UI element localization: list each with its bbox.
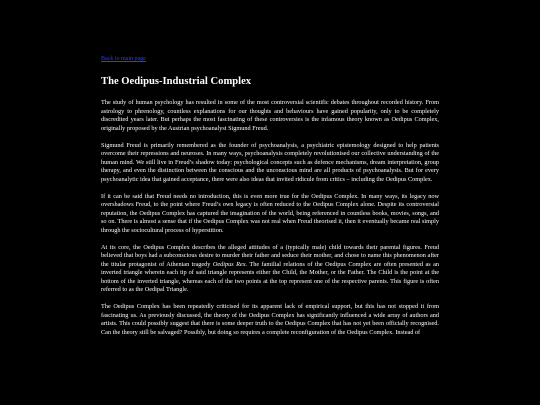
paragraph-freud: Sigmund Freud is primarily remembered as the founder of psychoanalysis, a psychiatric epistemology designed to help patients overcome their repressions and neuroses. In many ways, psychoanalysis completely revolutionised our collective understanding of the human mind. We still live in Freud’s shadow today: psychological concepts such as defence mechanisms, dream interpretation, group therapy, and even the distinction between the conscious and the unconscious mind are all products of psychoanalysis. But for every psychoanalytic idea that gained acceptance, there were also ideas that invited ridicule from critics – including the Oedipus Complex. — [101, 141, 439, 183]
paragraph-intro: The study of human psychology has resulted in some of the most controversial scientific debates throughout recorded history. From astrology to phrenology, countless explanations for our thoughts and behaviours have gained popularity, only to be completely discredited years later. But perhaps the most fascinating of these controversies is the infamous theory known as Oedipus Complex, originally proposed by the Austrian psychoanalyst Sigmund Freud. — [101, 99, 439, 132]
back-to-main-link[interactable]: Back to main page — [101, 56, 146, 62]
article-container — [101, 55, 439, 346]
paragraph-core — [101, 244, 439, 295]
paragraph-criticism: The Oedipus Complex has been repeatedly criticised for its apparent lack of empirical support, but this has not stopped it from fascinating us. As previously discussed, the theory of the Oedipus Complex has significantly influenced a wide array of authors and artists. This could possibly suggest that there is some deeper truth to the Oedipus Complex that has not yet been officially recognised. Can the theory still be salvaged? Possibly, but doing so requires a complete reconfiguration of the Oedipus Complex. Instead of — [101, 303, 439, 336]
page-title: The Oedipus-Industrial Complex — [101, 76, 252, 87]
oedipus-rex-title: Oedipus Rex — [212, 260, 246, 268]
paragraph-core-text-after: . The familial relations of the Oedipus Complex are often presented as an inverted triangle wherein each tip of said triangle represents either the Child, the Mother, or the Father. The Child is the point at the bottom of the inverted triangle, whereas each of the two points at the top represent one of the respective parents. This figure is often referred to as the Oedipal Triangle. — [101, 260, 439, 293]
paragraph-core-text-before: At its core, the Oedipus Complex describes the alleged attitudes of a (typically male) child towards their parental figures. Freud believed that boys had a subconscious desire to murder their father and seduce their mother, and chose to name this phenomenon after the titular protagonist of Athenian tragedy — [101, 243, 439, 268]
paragraph-legacy: If it can be said that Freud needs no introduction, this is even more true for the Oedipus Complex. In many ways, its legacy now overshadows Freud, to the point where Freud’s own legacy is often reduced to the Oedipus Complex alone. Despite its controversial reputation, the Oedipus Complex has captured the imagination of the world, being referenced in countless books, movies, songs, and so on. There is almost a sense that if the Oedipus Complex was not real when Freud theorised it, then it eventually became real simply through the sociocultural process of hyperstition. — [101, 192, 439, 234]
